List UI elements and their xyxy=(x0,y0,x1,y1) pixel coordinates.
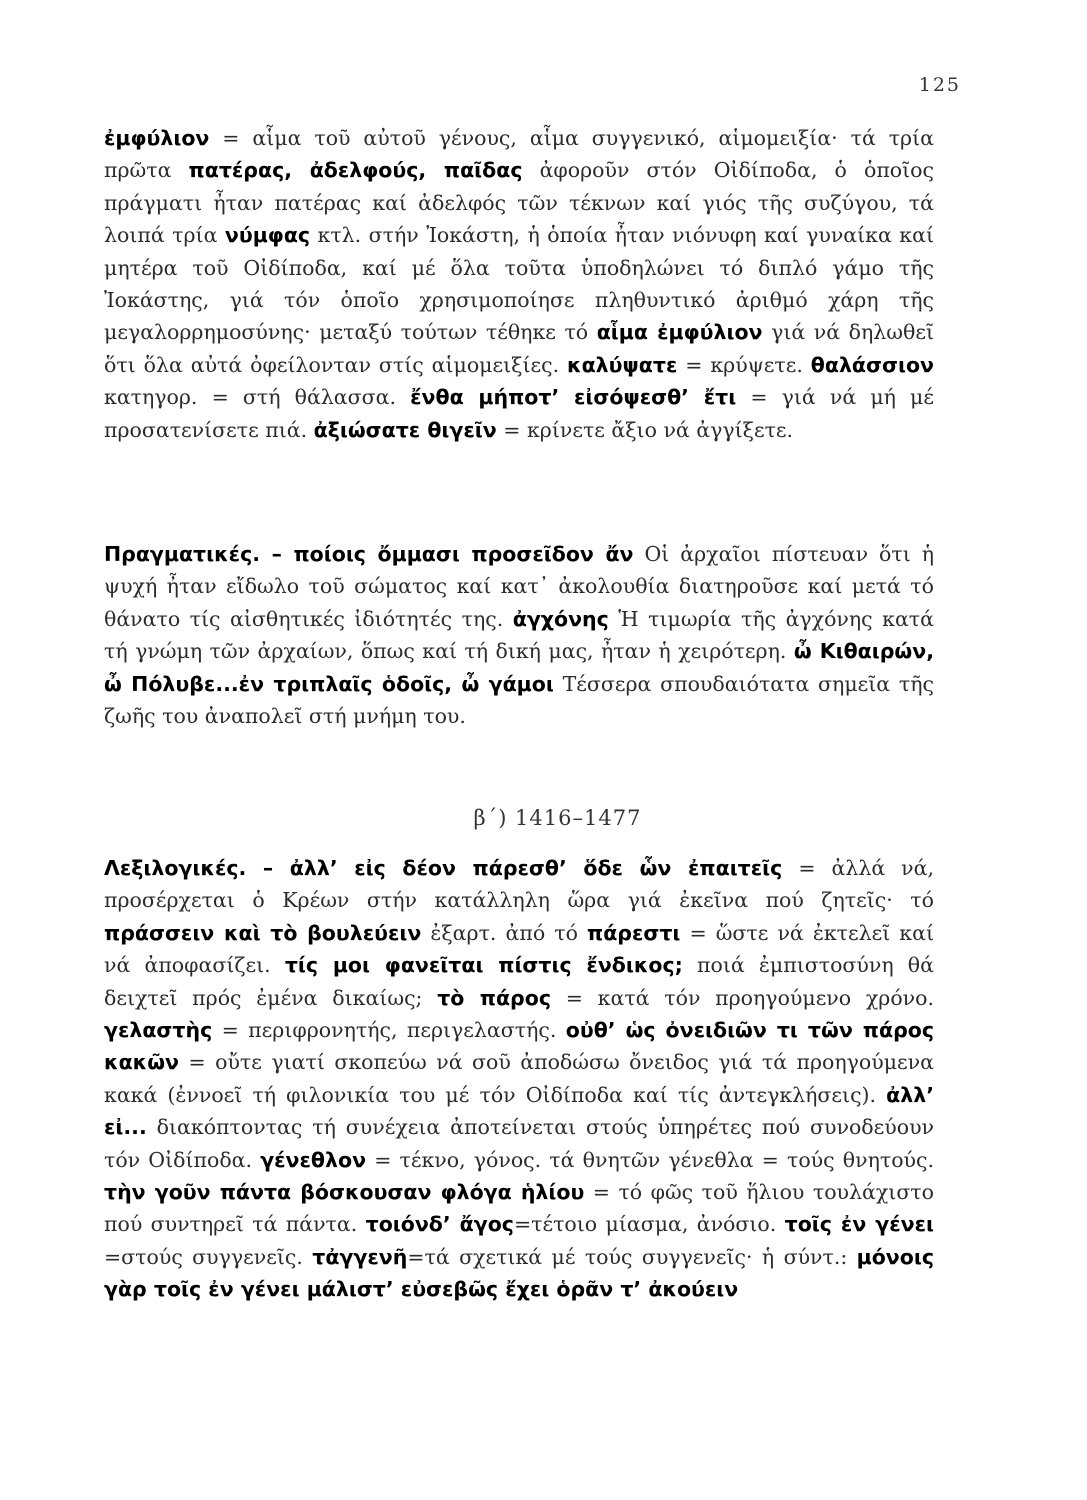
gloss-text: κατηγορ. = στή θάλασσα. xyxy=(104,385,411,410)
gloss-text: = γιά νά μή μέ προσατενίσετε πιά. xyxy=(104,385,934,442)
lemma-term: τὸ πάρος xyxy=(437,985,551,1010)
gloss-text: Τέσσερα σπουδαιότατα σημεῖα τῆς ζωῆς του ἀναπολεῖ στή μνήμη του. xyxy=(104,671,934,729)
gloss-text: = ἀλλά νά, προσέρχεται ὁ Κρέων στήν κατάλληλη ὥρα γιά ἐκεῖνα πού ζητεῖς· τό xyxy=(104,856,934,913)
gloss-text: =στούς συγγενεῖς. xyxy=(104,1244,313,1269)
lemma-term: οὐθ’ ὡς ὀνειδιῶν τι τῶν πάρος κακῶν xyxy=(104,1018,935,1075)
lemma-term: γένεθλον xyxy=(260,1147,367,1172)
lemma-term: τὴν γοῦν πάντα βόσκουσαν φλόγα ἡλίου xyxy=(104,1180,585,1205)
lemma-term: τοῖς ἐν γένει xyxy=(784,1212,935,1237)
commentary-paragraph-1 xyxy=(104,122,934,446)
gloss-text: ἀφοροῦν στόν Οἰδίποδα, ὁ ὁποῖος πράγματι ἦταν πατέρας καί ἀδελφός τῶν τέκνων καί γιός τῆς συζύγου, τά λοιπά τρία xyxy=(104,158,934,248)
lemma-term: γελαστὴς xyxy=(104,1018,213,1043)
gloss-text: διακόπτοντας τή συνέχεια ἀποτείνεται στούς ὑπηρέτες πού συνοδεύουν τόν Οἰδίποδα. xyxy=(104,1115,934,1172)
gloss-text: = τό φῶς τοῦ ἥλιου τουλάχιστο πού συντηρεῖ τά πάντα. xyxy=(104,1180,934,1237)
lemma-term: ὦ Κιθαιρών, ὦ Πόλυβε...ἐν τριπλαῖς ὁδοῖς, ὦ γάμοι xyxy=(104,639,934,696)
gloss-text: κτλ. στήν Ἰοκάστη, ἡ ὁποία ἦταν νιόνυφη καί γυναίκα καί μητέρα τοῦ Οἰδίποδα, καί μέ ὅλα τοῦτα ὑποδηλώνει τό διπλό γάμο τῆς Ἰοκάστης, γιά τόν ὁποῖο χρησιμοποίησε πληθυντικό ἀριθμό χάρη τῆς μεγαλορρημοσύνης· μεταξύ τούτων τέθηκε τό xyxy=(104,223,934,345)
lemma-term: ἔνθα μήποτ’ εἰσόψεσθ’ ἔτι xyxy=(410,385,737,410)
lemma-term: τοιόνδ’ ἄγος xyxy=(365,1212,514,1237)
lemma-term: Λεξιλογικές. – ἀλλ’ εἰς δέον πάρεσθ’ ὅδε ὧν ἐπαιτεῖς xyxy=(104,856,783,880)
lemma-term: πάρεστι xyxy=(586,920,681,945)
gloss-text: = κρίνετε ἄξιο νά ἀγγίξετε. xyxy=(496,417,794,442)
gloss-text: = κατά τόν προηγούμενο χρόνο. xyxy=(550,985,935,1010)
lemma-term: Πραγματικές. – ποίοις ὄμμασι προσεῖδον ἄν xyxy=(104,542,634,566)
gloss-text: = αἷμα τοῦ αὐτοῦ γένους, αἷμα συγγενικό, αἱμομειξία· τά τρία πρῶτα xyxy=(104,126,934,183)
lemma-term: νύμφας xyxy=(224,223,311,248)
gloss-text: ποιά ἐμπιστοσύνη θά δειχτεῖ πρός ἐμένα δικαίως; xyxy=(104,953,934,1010)
gloss-text: = ὥστε νά ἐκτελεῖ καί νά ἀποφασίζει. xyxy=(104,920,935,978)
gloss-text: =τέτοιο μίασμα, ἀνόσιο. xyxy=(513,1212,785,1237)
gloss-text: = κρύψετε. xyxy=(677,352,811,377)
commentary-paragraph-3 xyxy=(104,852,934,1306)
gloss-text: ἐξαρτ. ἀπό τό xyxy=(421,920,587,945)
lemma-term: ἐμφύλιον xyxy=(104,126,210,150)
gloss-text: Ἡ τιμωρία τῆς ἀγχόνης κατά τή γνώμη τῶν ἀρχαίων, ὅπως καί τή δική μας, ἦταν ἡ χειρότερη. xyxy=(104,606,934,664)
lemma-term: ἀγχόνης xyxy=(512,606,609,631)
gloss-text: =τά σχετικά μέ τούς συγγενεῖς· ἡ σύντ.: xyxy=(407,1244,857,1269)
commentary-paragraph-2 xyxy=(104,538,934,732)
lemma-term: ἀξιώσατε θιγεῖν xyxy=(313,417,497,442)
lemma-term: μόνοις γὰρ τοῖς ἐν γένει μάλιστ’ εὐσεβῶς ἔχει ὁρᾶν τ’ ἀκούειν xyxy=(104,1244,934,1302)
page-number: 125 xyxy=(918,74,961,96)
lemma-term: θαλάσσιον xyxy=(810,352,934,377)
gloss-text: = τέκνο, γόνος. τά θνητῶν γένεθλα = τούς θνητούς. xyxy=(366,1147,934,1172)
lemma-term: τίς μοι φανεῖται πίστις ἔνδικος; xyxy=(284,953,683,978)
lemma-term: τἀγγενῆ xyxy=(312,1244,408,1269)
gloss-text: = περιφρονητής, περιγελαστής. xyxy=(212,1018,566,1043)
lemma-term: καλύψατε xyxy=(567,352,678,377)
lemma-term: πατέρας, ἀδελφούς, παῖδας xyxy=(188,158,523,183)
gloss-text: γιά νά δηλωθεῖ ὅτι ὅλα αὐτά ὀφείλονταν στίς αἱμομειξίες. xyxy=(104,320,934,377)
lemma-term: ἀλλ’ εἰ... xyxy=(104,1082,934,1140)
lemma-term: αἷμα ἐμφύλιον xyxy=(596,320,763,345)
verse-range-heading: β΄) 1416–1477 xyxy=(473,806,642,830)
lemma-term: πράσσειν καὶ τὸ βουλεύειν xyxy=(104,920,422,945)
gloss-text: Οἱ ἀρχαῖοι πίστευαν ὅτι ἡ ψυχή ἦταν εἴδωλο τοῦ σώματος καί κατ᾽ ἀκολουθία διατηροῦσε καί μετά τό θάνατο τίς αἰσθητικές ἰδιότητές της. xyxy=(104,542,934,631)
gloss-text: = οὔτε γιατί σκοπεύω νά σοῦ ἀποδώσω ὄνειδος γιά τά προηγούμενα κακά (ἐννοεῖ τή φιλονικία του μέ τόν Οἰδίποδα καί τίς ἀντεγκλήσεις). xyxy=(104,1050,934,1107)
